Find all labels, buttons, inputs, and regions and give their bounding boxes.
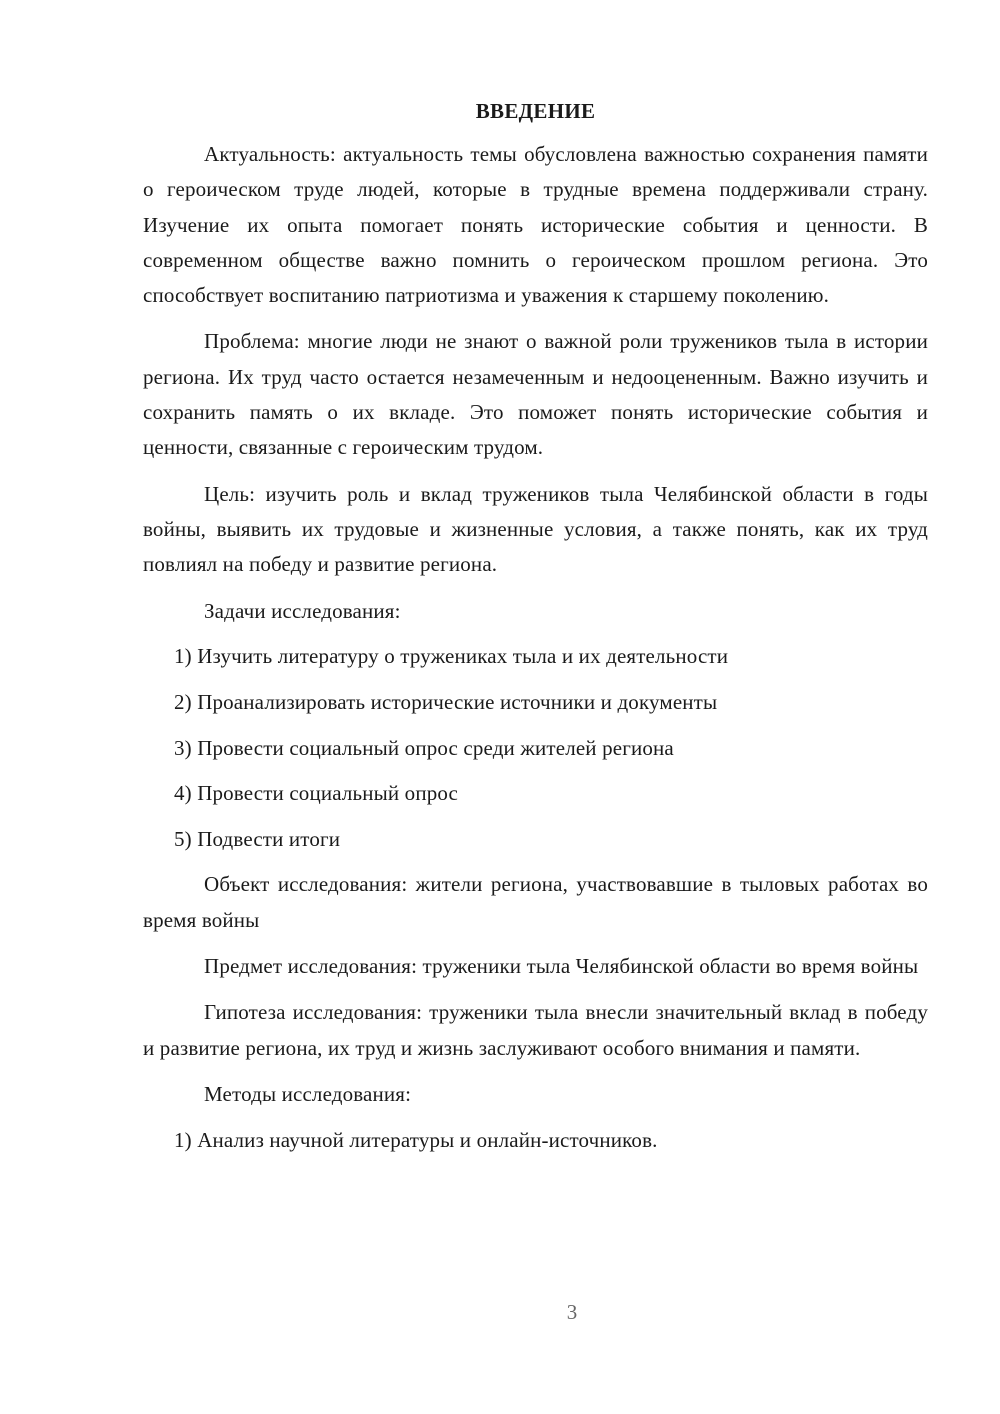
- tasks-list: [143, 639, 928, 857]
- relevance-paragraph: Актуальность: актуальность темы обусловлена важностью сохранения памяти о героическом труде людей, которые в трудные времена поддерживали страну. Изучение их опыта помогает понять исторические события и ценности. В современном обществе важно помнить о героическом прошлом региона. Это способствует воспитанию патриотизма и уважения к старшему поколению.: [143, 142, 928, 308]
- method-item: 1) Анализ научной литературы и онлайн-источников.: [174, 1127, 658, 1152]
- task-item: 4) Провести социальный опрос: [174, 781, 459, 806]
- task-item: 3) Провести социальный опрос среди жителей региона: [174, 735, 674, 760]
- task-item: 1) Изучить литературу о тружениках тыла и их деятельности: [174, 644, 729, 669]
- hypothesis-paragraph: Гипотеза исследования: труженики тыла внесли значительный вклад в победу и развитие региона, их труд и жизнь заслуживают особого внимания и памяти.: [143, 1000, 928, 1060]
- problem-paragraph: Проблема: многие люди не знают о важной роли тружеников тыла в истории региона. Их труд часто остается незамеченным и недооцененным. Важно изучить и сохранить память о их вкладе. Это поможет понять исторические события и ценности, связанные с героическим трудом.: [143, 329, 928, 460]
- task-item: 2) Проанализировать исторические источники и документы: [174, 689, 718, 714]
- task-item: 5) Подвести итоги: [174, 826, 341, 851]
- methods-heading: Методы исследования:: [204, 1081, 412, 1106]
- subject-paragraph: Предмет исследования: труженики тыла Челябинской области во время войны: [204, 953, 919, 978]
- goal-paragraph: Цель: изучить роль и вклад тружеников тыла Челябинской области в годы войны, выявить их трудовые и жизненные условия, а также понять, как их труд повлиял на победу и развитие региона.: [143, 481, 928, 577]
- object-paragraph: Объект исследования: жители региона, участвовавшие в тыловых работах во время войны: [143, 872, 928, 932]
- page-content: [143, 96, 928, 1168]
- tasks-heading: Задачи исследования:: [204, 598, 401, 623]
- page-title: ВВЕДЕНИЕ: [475, 99, 596, 123]
- page-number: 3: [566, 1300, 578, 1324]
- methods-list: [143, 1123, 928, 1158]
